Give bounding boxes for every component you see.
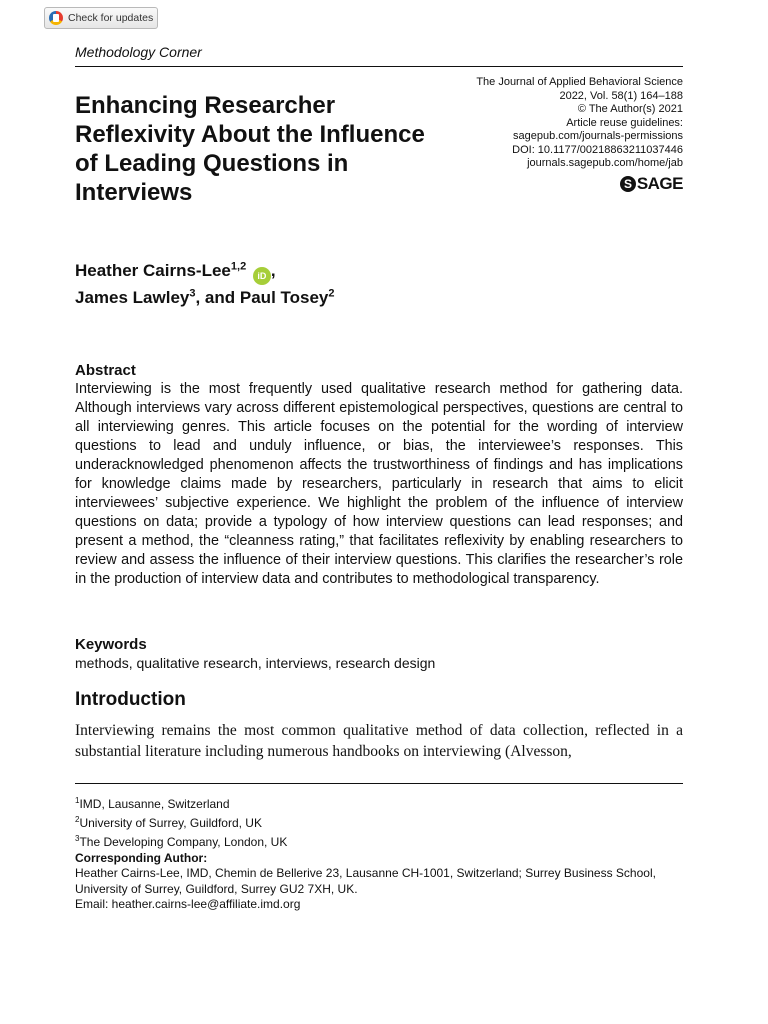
journal-homepage-link[interactable]: journals.sagepub.com/home/jab (527, 157, 683, 169)
affiliation-item (75, 831, 287, 850)
header-divider (75, 66, 683, 67)
author-affiliation-sup: 2 (328, 287, 335, 300)
corresponding-author-heading: Corresponding Author: (75, 851, 208, 865)
journal-name: The Journal of Applied Behavioral Science (476, 76, 683, 88)
journal-info (476, 76, 683, 171)
sage-logo-text: SAGE (636, 174, 683, 193)
author-name[interactable]: James Lawley (75, 288, 190, 307)
affiliation-sup: 3 (75, 834, 80, 843)
check-updates-label: Check for updates (68, 12, 154, 24)
introduction-text: Interviewing remains the most common qualitative method of data collection, reflected in a substantial literature including numerous handbooks on interviewing (Alvesson, (75, 722, 683, 760)
permissions-link[interactable]: sagepub.com/journals-permissions (513, 130, 683, 142)
affiliation-text: IMD, Lausanne, Switzerland (79, 797, 230, 811)
author-separator: , and (195, 288, 240, 307)
author-affiliation-sup: 1,2 (230, 260, 247, 273)
affiliation-sup: 2 (75, 815, 80, 824)
affiliation-text: University of Surrey, Guildford, UK (79, 816, 262, 830)
doi[interactable]: DOI: 10.1177/00218863211037446 (512, 143, 683, 156)
author-separator: , (270, 261, 276, 280)
orcid-icon[interactable]: iD (253, 267, 271, 285)
abstract-heading: Abstract (75, 362, 136, 379)
corresponding-address-line: University of Surrey, Guildford, Surrey GU2 7XH, UK. (75, 881, 358, 896)
copyright: © The Author(s) 2021 (577, 103, 683, 115)
article-title: Enhancing Researcher Reflexivity About the Influence of Leading Questions in Interviews (75, 92, 425, 206)
check-updates-icon (49, 11, 63, 25)
section-label: Methodology Corner (75, 44, 202, 60)
corresponding-email[interactable]: Email: heather.cairns-lee@affiliate.imd.org (75, 897, 301, 911)
corresponding-address-line: Heather Cairns-Lee, IMD, Chemin de Bellerive 23, Lausanne CH-1001, Switzerland; Surrey Business School, (75, 866, 656, 880)
corresponding-author-details (75, 866, 687, 913)
affiliation-item (75, 793, 287, 812)
author-name[interactable]: Paul Tosey (239, 288, 329, 307)
author-affiliation-sup: 3 (189, 287, 196, 300)
affiliation-text: The Developing Company, London, UK (79, 835, 288, 849)
footnote-divider (75, 783, 683, 784)
author-line-1 (75, 258, 335, 285)
sage-logo-icon: S (620, 176, 636, 192)
affiliations (75, 793, 287, 850)
check-for-updates-button[interactable] (44, 7, 158, 29)
author-name[interactable]: Heather Cairns-Lee (75, 261, 231, 280)
reuse-guidelines: Article reuse guidelines: (566, 116, 683, 129)
sage-logo (620, 174, 683, 194)
author-list (75, 258, 335, 311)
affiliation-sup: 1 (75, 796, 80, 805)
keywords-heading: Keywords (75, 636, 147, 653)
journal-volume: 2022, Vol. 58(1) 164–188 (559, 89, 683, 102)
introduction-heading: Introduction (75, 689, 186, 710)
author-line-2 (75, 285, 335, 311)
affiliation-item (75, 812, 287, 831)
abstract-text: Interviewing is the most frequently used qualitative research method for gathering data. Although interviews vary across different epistemological perspectives, questions are central to all interviewing genres. This article focuses on the potential for the wording of interview questions to lead and unduly influence, or bias, the interviewee’s responses. This underacknowledged phenomenon affects the trustworthiness of findings and has implications for knowledge claims made by researchers, particularly in research that aims to elicit interviewees’ subjective experience. We highlight the problem of the influence of interview questions on data; provide a typology of how interview questions can lead responses; and present a method, the “cleanness rating,” that facilitates reflexivity by enabling researchers to review and assess the influence of their interview questions. This clarifies the researcher’s role in the production of interview data and contributes to methodological transparency. (75, 381, 683, 587)
keywords-text: methods, qualitative research, interviews, research design (75, 655, 436, 671)
